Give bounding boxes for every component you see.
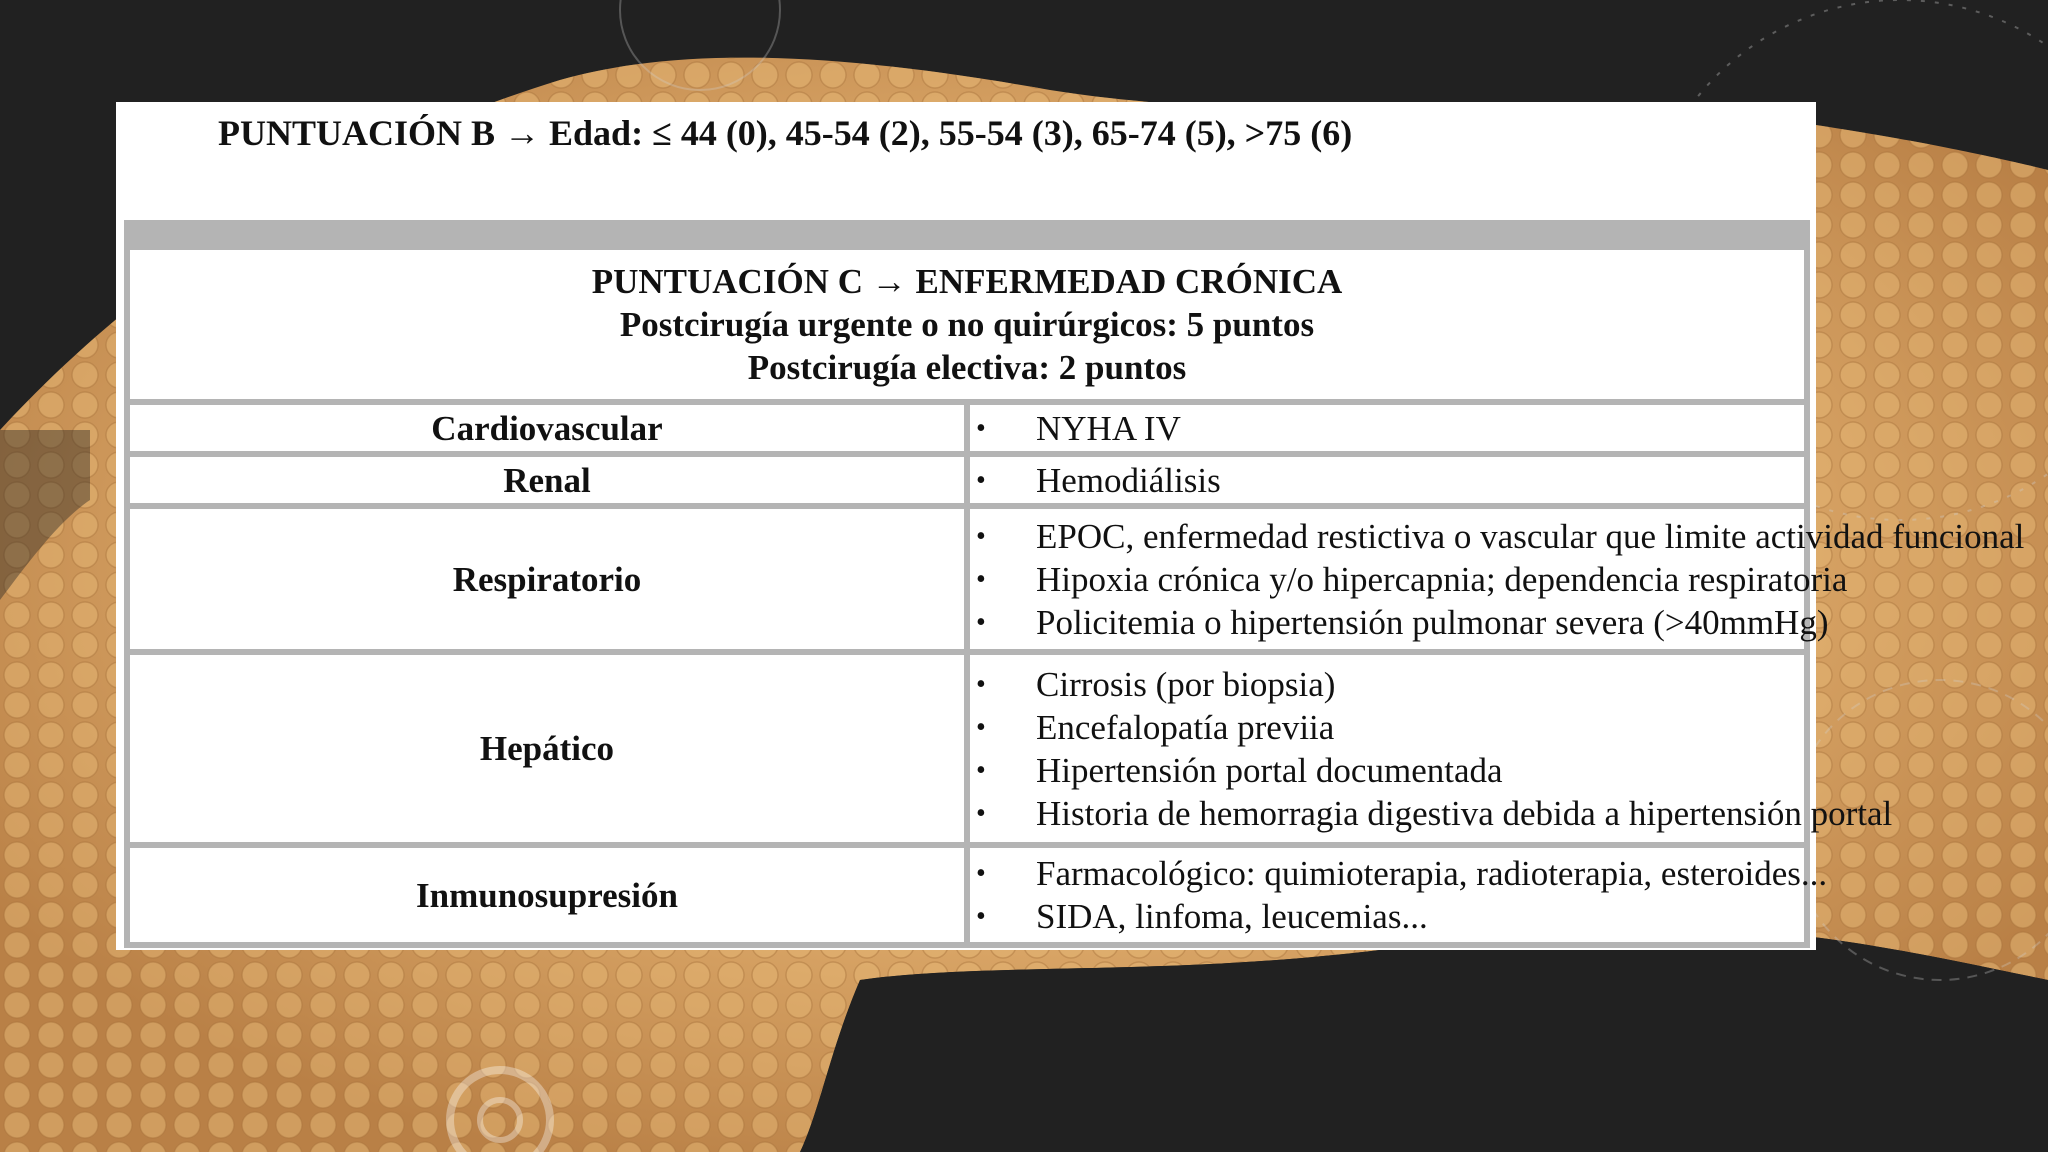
table-subtitle-elective: Postcirugía electiva: 2 puntos xyxy=(747,348,1187,387)
items-cell xyxy=(970,405,1804,451)
score-b-line: PUNTUACIÓN B → Edad: ≤ 44 (0), 45-54 (2), 55-54 (3), 65-74 (5), >75 (6) xyxy=(218,113,1353,153)
table-row xyxy=(130,848,1804,942)
table-header-row xyxy=(130,250,1804,399)
items-cell xyxy=(970,509,2025,649)
items-cell xyxy=(970,655,1893,842)
table-title: PUNTUACIÓN C → ENFERMEDAD CRÓNICA xyxy=(591,262,1343,301)
list-item: • Hipoxia crónica y/o hipercapnia; dependencia respiratoria xyxy=(970,558,1804,601)
table-row xyxy=(130,655,1804,842)
list-item: • Historia de hemorragia digestiva debida a hipertensión portal xyxy=(970,792,1804,835)
score-c-table xyxy=(124,244,2025,948)
category-cell: Renal xyxy=(130,457,964,503)
category-cell: Inmunosupresión xyxy=(130,848,964,942)
category-cell: Respiratorio xyxy=(130,509,964,649)
list-item: • Hipertensión portal documentada xyxy=(970,749,1804,792)
list-item: • NYHA IV xyxy=(970,407,1804,450)
list-item: • EPOC, enfermedad restictiva o vascular que limite actividad funcional xyxy=(970,515,1804,558)
category-cell: Cardiovascular xyxy=(130,405,964,451)
table-header-cell xyxy=(130,250,1804,399)
slide-card xyxy=(116,102,2025,950)
items-cell xyxy=(970,457,1804,503)
table-row xyxy=(130,509,1804,649)
table-row xyxy=(130,405,1804,451)
list-item: • Policitemia o hipertensión pulmonar severa (>40mmHg) xyxy=(970,601,1804,644)
list-item: • Hemodiálisis xyxy=(970,459,1804,502)
items-cell xyxy=(970,848,1828,942)
score-c-table-frame xyxy=(124,220,2025,948)
list-item: • SIDA, linfoma, leucemias... xyxy=(970,895,1804,938)
category-cell: Hepático xyxy=(130,655,964,842)
list-item: • Cirrosis (por biopsia) xyxy=(970,663,1804,706)
list-item: • Encefalopatía previia xyxy=(970,706,1804,749)
list-item: • Farmacológico: quimioterapia, radioterapia, esteroides... xyxy=(970,852,1804,895)
table-row xyxy=(130,457,1804,503)
table-subtitle-urgent: Postcirugía urgente o no quirúrgicos: 5 puntos xyxy=(619,305,1315,344)
